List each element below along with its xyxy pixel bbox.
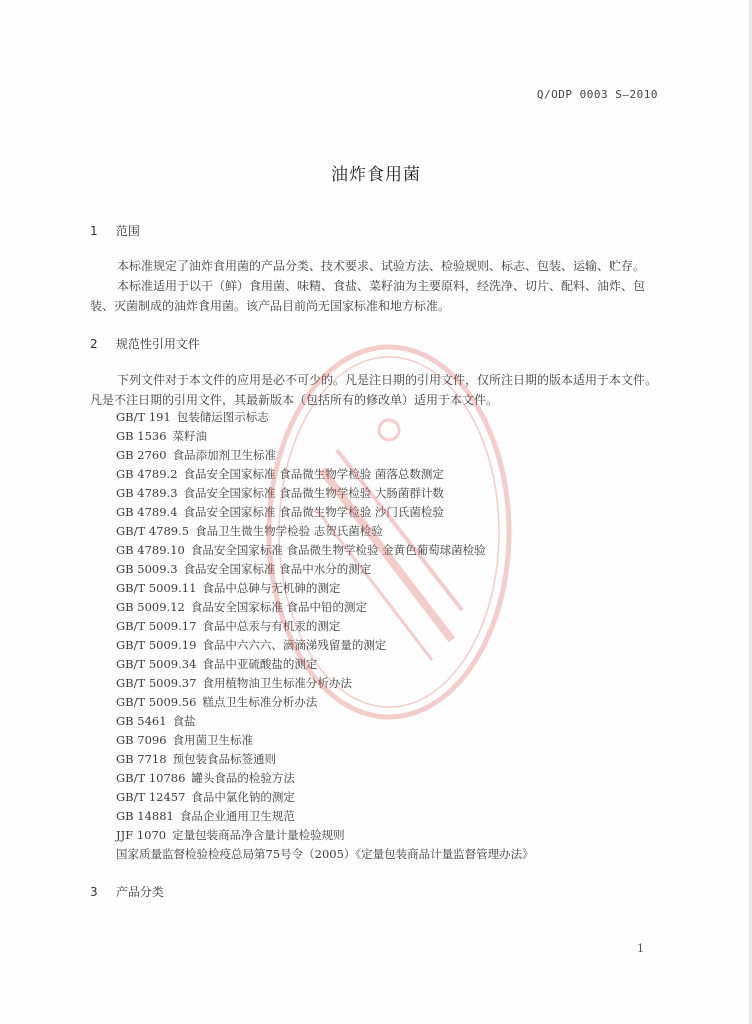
section-3-heading	[90, 883, 164, 900]
reference-title: 食盐	[172, 714, 196, 728]
reference-code: GB 5009.3	[116, 562, 178, 576]
reference-item	[116, 522, 534, 541]
reference-title: 食品中总砷与无机砷的测定	[202, 581, 341, 595]
reference-title: 食品安全国家标准 食品微生物学检验 菌落总数测定	[183, 467, 444, 481]
reference-title: 食品中氯化钠的测定	[191, 790, 295, 804]
reference-title: 食品安全国家标准 食品微生物学检验 大肠菌群计数	[183, 486, 444, 500]
reference-title: 食品安全国家标准 食品中铅的测定	[190, 600, 368, 614]
reference-title: 定量包装商品净含量计量检验规则	[172, 828, 345, 842]
reference-code: GB 1536	[116, 429, 167, 443]
reference-item	[116, 617, 534, 636]
reference-code: GB 5461	[116, 714, 167, 728]
reference-item	[116, 674, 534, 693]
reference-title: 糕点卫生标准分析办法	[202, 695, 318, 709]
section-title: 产品分类	[115, 885, 164, 899]
reference-code: GB/T 5009.56	[116, 695, 197, 709]
reference-item	[116, 731, 534, 750]
page-number: 1	[637, 942, 644, 955]
reference-code: GB 5009.12	[116, 600, 185, 614]
reference-item	[116, 579, 534, 598]
reference-code: GB 4789.4	[116, 505, 178, 519]
reference-code: GB/T 5009.17	[116, 619, 197, 633]
reference-item	[116, 484, 534, 503]
reference-item	[116, 446, 534, 465]
reference-item	[116, 769, 534, 788]
reference-code: GB 7096	[116, 733, 167, 747]
reference-title: 菜籽油	[172, 429, 208, 443]
reference-title: 国家质量监督检验检疫总局第75号令（2005）《定量包装商品计量监督管理办法》	[116, 847, 534, 861]
reference-item	[116, 560, 534, 579]
reference-code: GB 7718	[116, 752, 167, 766]
standard-code: Q/ODP 0003 S—2010	[536, 88, 658, 101]
reference-code: GB 4789.3	[116, 486, 178, 500]
reference-code: GB/T 10786	[116, 771, 186, 785]
reference-item	[116, 408, 534, 427]
reference-title: 食品中六六六、滴滴涕残留量的测定	[202, 638, 387, 652]
reference-item	[116, 541, 534, 560]
reference-title: 食用菌卫生标准	[172, 733, 254, 747]
reference-item	[116, 598, 534, 617]
reference-title: 食品安全国家标准 食品微生物学检验 金黄色葡萄球菌检验	[190, 543, 486, 557]
section-2-heading	[90, 335, 200, 352]
section-1-heading	[90, 222, 140, 239]
reference-code: GB/T 191	[116, 410, 171, 424]
reference-title: 包装储运图示标志	[176, 410, 269, 424]
section-number: 3	[90, 885, 98, 899]
reference-item	[116, 427, 534, 446]
reference-code: GB 4789.10	[116, 543, 185, 557]
document-title: 油炸食用菌	[331, 165, 421, 185]
section-number: 2	[90, 337, 98, 351]
reference-title: 罐头食品的检验方法	[191, 771, 295, 785]
reference-item	[116, 712, 534, 731]
reference-code: GB 14881	[116, 809, 174, 823]
reference-title: 食品企业通用卫生规范	[179, 809, 295, 823]
reference-item	[116, 465, 534, 484]
reference-code: JJF 1070	[116, 828, 167, 842]
reference-code: GB/T 4789.5	[116, 524, 190, 538]
reference-title: 食品安全国家标准 食品微生物学检验 沙门氏菌检验	[183, 505, 444, 519]
reference-item	[116, 636, 534, 655]
reference-item	[116, 807, 534, 826]
reference-title: 食品安全国家标准 食品中水分的测定	[183, 562, 372, 576]
reference-title: 食用植物油卫生标准分析办法	[202, 676, 352, 690]
reference-title: 食品中总汞与有机汞的测定	[202, 619, 341, 633]
reference-item	[116, 503, 534, 522]
reference-item	[116, 826, 534, 845]
reference-title: 食品中亚硫酸盐的测定	[202, 657, 318, 671]
scope-paragraph-1: 本标准规定了油炸食用菌的产品分类、技术要求、试验方法、检验规则、标志、包装、运输、贮存。	[117, 259, 646, 273]
section-title: 规范性引用文件	[115, 337, 200, 351]
reference-code: GB/T 5009.11	[116, 581, 197, 595]
section-number: 1	[90, 224, 98, 238]
reference-list	[116, 408, 534, 864]
reference-title: 食品添加剂卫生标准	[172, 448, 277, 462]
reference-code: GB/T 5009.34	[116, 657, 197, 671]
reference-title: 预包装食品标签通则	[172, 752, 277, 766]
reference-title: 食品卫生微生物学检验 志贺氏菌检验	[195, 524, 383, 538]
reference-item	[116, 788, 534, 807]
reference-code: GB 2760	[116, 448, 167, 462]
reference-code: GB/T 5009.37	[116, 676, 197, 690]
reference-item	[116, 693, 534, 712]
reference-item	[116, 750, 534, 769]
reference-item	[116, 655, 534, 674]
reference-item	[116, 845, 534, 864]
reference-code: GB 4789.2	[116, 467, 178, 481]
reference-code: GB/T 5009.19	[116, 638, 197, 652]
references-intro: 下列文件对于本文件的应用是必不可少的。凡是注日期的引用文件，仅所注日期的版本适用于本文件。凡是不注日期的引用文件，其最新版本（包括所有的修改单）适用于本文件。	[90, 373, 658, 407]
section-title: 范围	[115, 224, 140, 238]
scope-paragraph-2: 本标准适用于以干（鲜）食用菌、味精、食盐、菜籽油为主要原料，经洗净、切片、配料、油炸、包装、灭菌制成的油炸食用菌。该产品目前尚无国家标准和地方标准。	[90, 279, 646, 313]
reference-code: GB/T 12457	[116, 790, 186, 804]
